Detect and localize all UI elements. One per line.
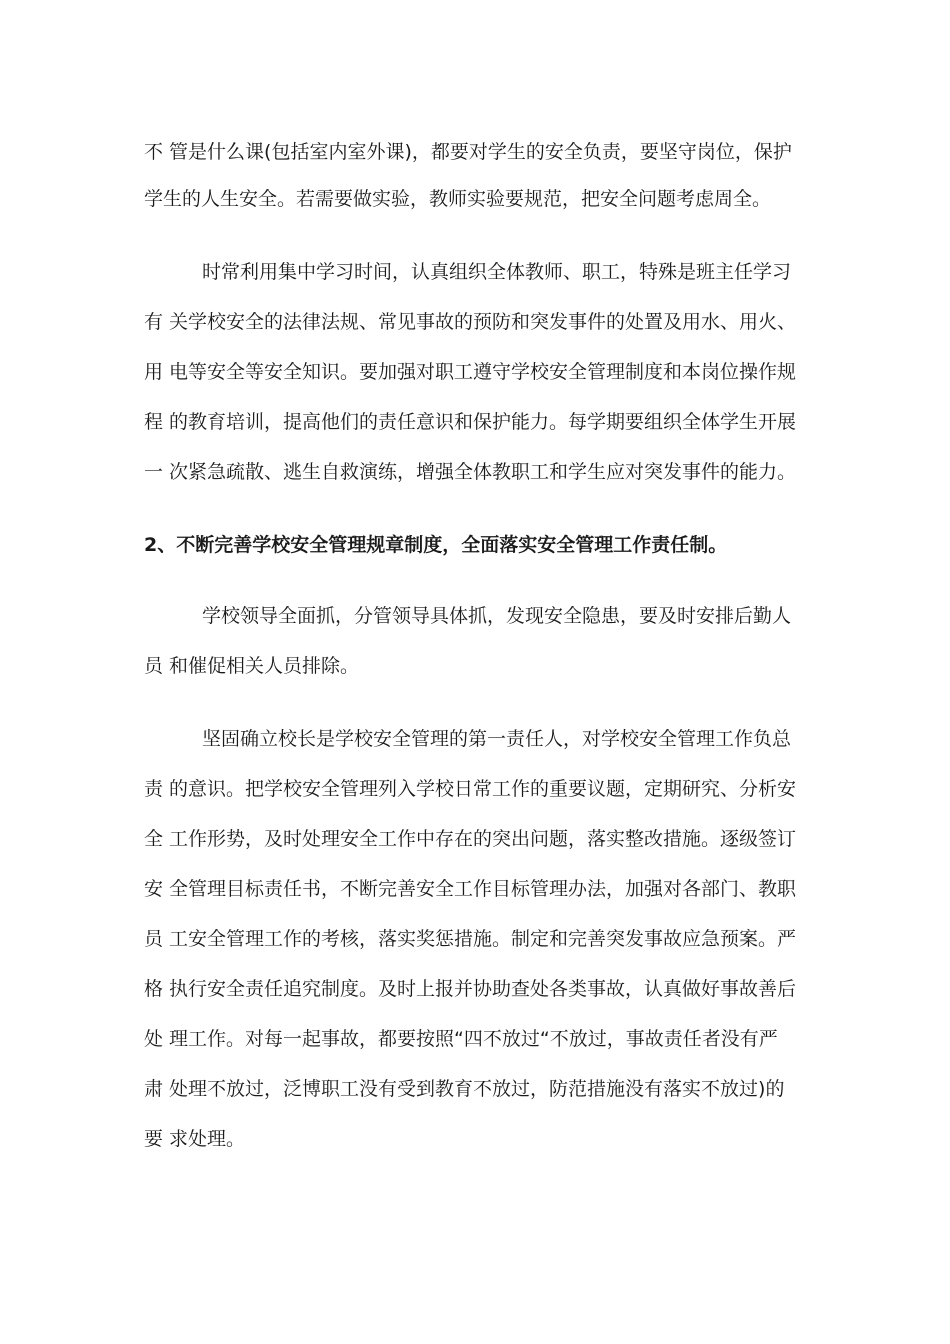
paragraph-1-line-1: 不 管是什么课(包括室内室外课)，都要对学生的安全负责，要坚守岗位，保护 (144, 141, 792, 163)
paragraph-3-line-2: 员 和催促相关人员排除。 (144, 655, 360, 677)
section-heading: 2、不断完善学校安全管理规章制度，全面落实安全管理工作责任制。 (144, 534, 728, 556)
paragraph-2-line-2: 有 关学校安全的法律法规、常见事故的预防和突发事件的处置及用水、用火、 (144, 311, 797, 333)
paragraph-2-line-5: 一 次紧急疏散、逃生自救演练，增强全体教职工和学生应对突发事件的能力。 (144, 461, 797, 483)
paragraph-4-line-4: 安 全管理目标责任书，不断完善安全工作目标管理办法，加强对各部门、教职 (144, 878, 797, 900)
paragraph-4-line-5: 员 工安全管理工作的考核，落实奖惩措施。制定和完善突发事故应急预案。严 (144, 928, 797, 950)
paragraph-4-line-3: 全 工作形势，及时处理安全工作中存在的突出问题，落实整改措施。逐级签订 (144, 828, 797, 850)
paragraph-4-line-7: 处 理工作。对每一起事故，都要按照“四不放过“不放过，事故责任者没有严 (144, 1028, 778, 1050)
paragraph-4-line-8: 肃 处理不放过，泛博职工没有受到教育不放过，防范措施没有落实不放过)的 (144, 1078, 785, 1100)
paragraph-4-line-1: 坚固确立校长是学校安全管理的第一责任人，对学校安全管理工作负总 (202, 728, 792, 750)
paragraph-4-line-2: 责 的意识。把学校安全管理列入学校日常工作的重要议题，定期研究、分析安 (144, 778, 797, 800)
paragraph-4-line-9: 要 求处理。 (144, 1128, 246, 1150)
paragraph-2-line-1: 时常利用集中学习时间，认真组织全体教师、职工，特殊是班主任学习 (202, 261, 792, 283)
paragraph-2-line-4: 程 的教育培训，提高他们的责任意识和保护能力。每学期要组织全体学生开展 (144, 411, 797, 433)
paragraph-3-line-1: 学校领导全面抓，分管领导具体抓，发现安全隐患，要及时安排后勤人 (202, 605, 792, 627)
paragraph-4-line-6: 格 执行安全责任追究制度。及时上报并协助查处各类事故，认真做好事故善后 (144, 978, 797, 1000)
paragraph-1-line-2: 学生的人生安全。若需要做实验，教师实验要规范，把安全问题考虑周全。 (144, 188, 772, 210)
paragraph-2-line-3: 用 电等安全等安全知识。要加强对职工遵守学校安全管理制度和本岗位操作规 (144, 361, 797, 383)
